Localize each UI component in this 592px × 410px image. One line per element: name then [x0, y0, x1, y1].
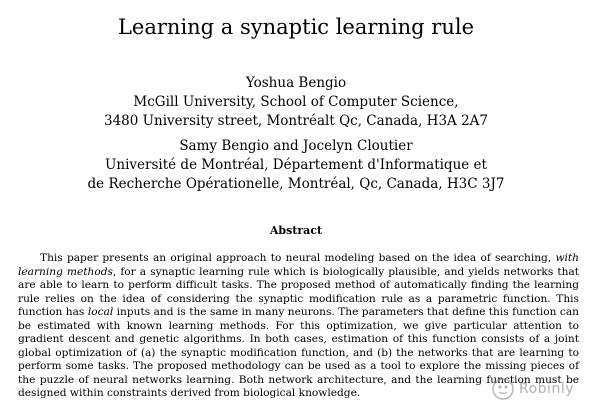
abstract-segment: This paper presents an original approach to neural modeling based on the idea of searching, — [40, 252, 556, 264]
author-name: Yoshua Bengio — [245, 75, 347, 91]
abstract-emphasis: local — [87, 306, 114, 318]
watermark-text: Robinly — [519, 381, 574, 397]
affiliation-line: de Recherche Opérationelle, Montréal, Qc, Canada, H3C 3J7 — [87, 176, 505, 192]
author-block-2 — [0, 137, 592, 194]
author-names: Samy Bengio and Jocelyn Cloutier — [179, 138, 413, 154]
robinly-logo-icon — [492, 378, 514, 400]
affiliation-line: 3480 University street, Montréalt Qc, Canada, H3A 2A7 — [103, 113, 489, 129]
paper-title: Learning a synaptic learning rule — [117, 15, 475, 39]
watermark — [492, 372, 584, 406]
abstract-segment: inputs and is the same in many neurons. The parameters that define this function can be estimated with known learning methods. For this optimization, we give particular attention to gradient descent and genetic algorithms. In both cases, estimation of this function consists of a joint global optimization of (a) the synaptic modification function, and (b) the networks that are learning to perform some tasks. The proposed methodology can be used as a tool to explore the missing pieces of the puzzle of neural networks learning. Both network architecture, and the learning function must be designed within constraints derived from biological knowledge. — [18, 306, 580, 399]
abstract-segment: , for a synaptic learning rule which is biologically plausible, and yields networks that are able to learn to perform difficult tasks. The proposed method of automatically finding the learning rule relies on the idea of considering the synaptic modification rule as a parametric function. This function has — [18, 265, 579, 318]
abstract-emphasis: with learning methods — [18, 252, 579, 278]
author-block-1 — [0, 74, 592, 131]
affiliation-line: McGill University, School of Computer Science, — [133, 94, 459, 110]
affiliation-line: Université de Montréal, Département d'Informatique et — [105, 157, 487, 173]
abstract-heading: Abstract — [269, 224, 323, 237]
